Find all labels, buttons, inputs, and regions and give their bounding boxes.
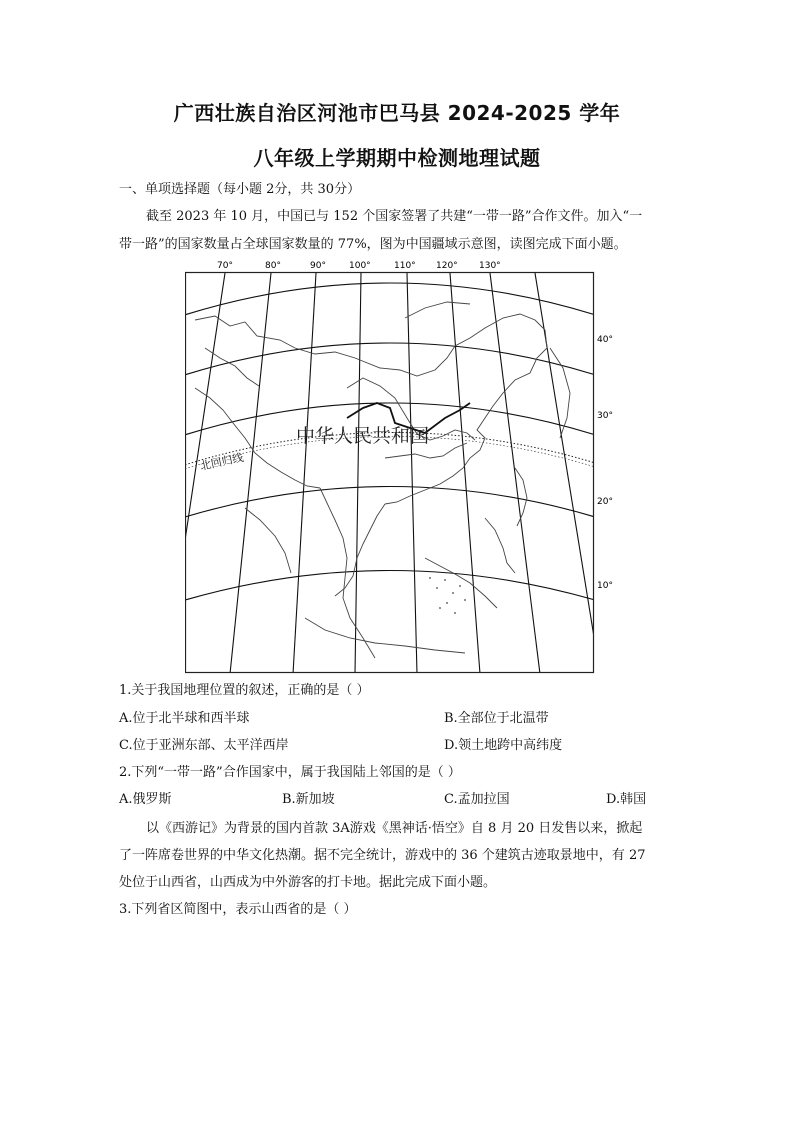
intro2-line1: 以《西游记》为背景的国内首款 3A游戏《黑神话·悟空》自 8 月 20 日发售以来，掀起	[146, 821, 643, 836]
q2-option-a[interactable]: A.俄罗斯	[119, 792, 172, 807]
q1-option-a[interactable]: A.位于北半球和西半球	[119, 711, 250, 726]
intro1-line1: 截至 2023 年 10 月，中国已与 152 个国家签署了共建“一带一路”合作文件。加入“一	[146, 209, 643, 224]
lon-label-120: 120°	[436, 261, 458, 271]
lon-label-100: 100°	[349, 261, 371, 271]
intro2-line2: 了一阵席卷世界的中华文化热潮。据不完全统计，游戏中的 36 个建筑古迹取景地中，有 27	[119, 848, 646, 863]
q2-option-b[interactable]: B.新加坡	[282, 792, 335, 807]
lat-label-30: 30°	[597, 411, 613, 421]
intro1-line2: 带一路”的国家数量占全球国家数量的 77%，图为中国疆域示意图，读图完成下面小题。	[119, 237, 627, 252]
map-svg	[185, 258, 615, 674]
q1-option-d[interactable]: D.领土地跨中高纬度	[444, 738, 563, 753]
lon-label-80: 80°	[265, 261, 281, 271]
q2-option-c[interactable]: C.孟加拉国	[444, 792, 510, 807]
lon-label-130: 130°	[479, 261, 501, 271]
china-country-label: 中华人民共和国	[296, 425, 430, 447]
title-line-1: 广西壮族自治区河池市巴马县 2024-2025 学年	[173, 101, 621, 125]
section-heading: 一、单项选择题（每小题 2分，共 30分）	[119, 182, 361, 197]
q1-stem: 1.关于我国地理位置的叙述，正确的是（ ）	[119, 683, 370, 698]
lon-label-110: 110°	[394, 261, 416, 271]
q2-stem: 2.下列“一带一路”合作国家中，属于我国陆上邻国的是（ ）	[119, 765, 461, 780]
title-line-2: 八年级上学期期中检测地理试题	[253, 146, 541, 170]
intro2-line3: 处位于山西省，山西成为中外游客的打卡地。据此完成下面小题。	[119, 875, 497, 890]
q1-option-c[interactable]: C.位于亚洲东部、太平洋西岸	[119, 738, 289, 753]
lat-label-20: 20°	[597, 497, 613, 507]
q2-option-d[interactable]: D.韩国	[606, 792, 647, 807]
china-territory-map	[185, 258, 615, 674]
lon-label-70: 70°	[217, 261, 233, 271]
q3-stem: 3.下列省区简图中，表示山西省的是（ ）	[119, 902, 357, 917]
q1-option-b[interactable]: B.全部位于北温带	[444, 711, 549, 726]
tropic-of-cancer-label: 北回归线	[198, 451, 245, 473]
lon-label-90: 90°	[310, 261, 326, 271]
lat-label-10: 10°	[597, 581, 613, 591]
lat-label-40: 40°	[597, 335, 613, 345]
